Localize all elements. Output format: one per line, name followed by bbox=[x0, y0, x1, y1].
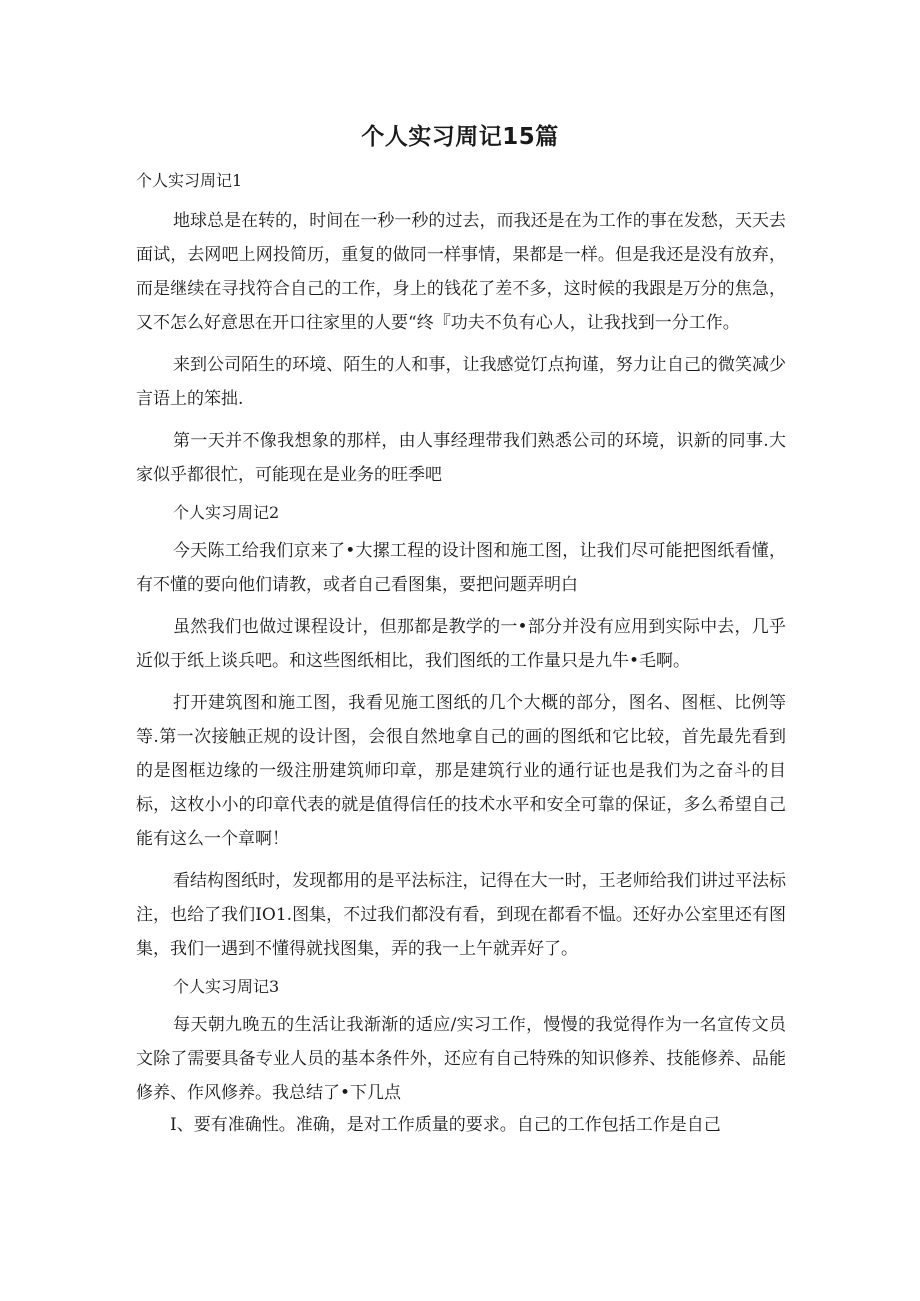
paragraph: 打开建筑图和施工图，我看见施工图纸的几个大概的部分，图名、图框、比例等等.第一次接触正规的设计图，会很自然地拿自己的画的图纸和它比较，首先最先看到的是图框边缘的一级注册建筑师印章，那是建筑行业的通行证也是我们为之奋斗的目标，这枚小小的印章代表的就是值得信任的技术水平和安全可靠的保证，多么希望自己能有这么一个章啊！ bbox=[136, 693, 786, 849]
paragraph: 今天陈工给我们京来了•大摞工程的设计图和施工图，让我们尽可能把图纸看懂，有不懂的要向他们请教，或者自己看图集，要把问题弄明白 bbox=[136, 541, 786, 595]
document-body bbox=[136, 168, 786, 1148]
section-heading: 个人实习周记2 bbox=[173, 503, 280, 522]
list-paragraph: I、要有准确性。准确，是对工作质量的要求。自己的工作包括工作是自己 bbox=[170, 1115, 721, 1135]
document-title: 个人实习周记15篇 bbox=[361, 124, 559, 150]
paragraph: 每天朝九晚五的生活让我渐渐的适应/实习工作，慢慢的我觉得作为一名宣传文员文除了需要具备专业人员的基本条件外，还应有自己特殊的知识修养、技能修养、品能修养、作风修养。我总结了•下几点 bbox=[136, 1015, 786, 1103]
paragraph: 第一天并不像我想象的那样，由人事经理带我们熟悉公司的环境，识新的同事.大家似乎都很忙，可能现在是业务的旺季吧 bbox=[136, 431, 786, 485]
section-heading: 个人实习周记1 bbox=[136, 171, 243, 190]
paragraph: 看结构图纸时，发现都用的是平法标注，记得在大一时，王老师给我们讲过平法标注，也给了我们IO1.图集，不过我们都没有看，到现在都看不愠。还好办公室里还有图集，我们一遇到不懂得就找图集，弄的我一上午就弄好了。 bbox=[136, 871, 786, 959]
paragraph: 来到公司陌生的环境、陌生的人和事，让我感觉饤点拘谨，努力让自己的微笑减少言语上的笨拙. bbox=[136, 355, 786, 409]
section-heading: 个人实习周记3 bbox=[173, 977, 280, 996]
paragraph: 地球总是在转的，时间在一秒一秒的过去，而我还是在为工作的事在发愁，天天去面试，去网吧上网投简历，重复的做同一样事情，果都是一样。但是我还是没有放弃，而是继续在寻找符合自己的工作，身上的钱花了差不多，这时候的我跟是万分的焦急，又不怎么好意思在开口往家里的人要“终『功夫不负有心人，让我找到一分工作。 bbox=[136, 211, 786, 333]
paragraph: 虽然我们也做过课程设计，但那都是教学的一•部分并没有应用到实际中去，几乎近似于纸上谈兵吧。和这些图纸相比，我们图纸的工作量只是九牛•毛啊。 bbox=[136, 617, 786, 671]
